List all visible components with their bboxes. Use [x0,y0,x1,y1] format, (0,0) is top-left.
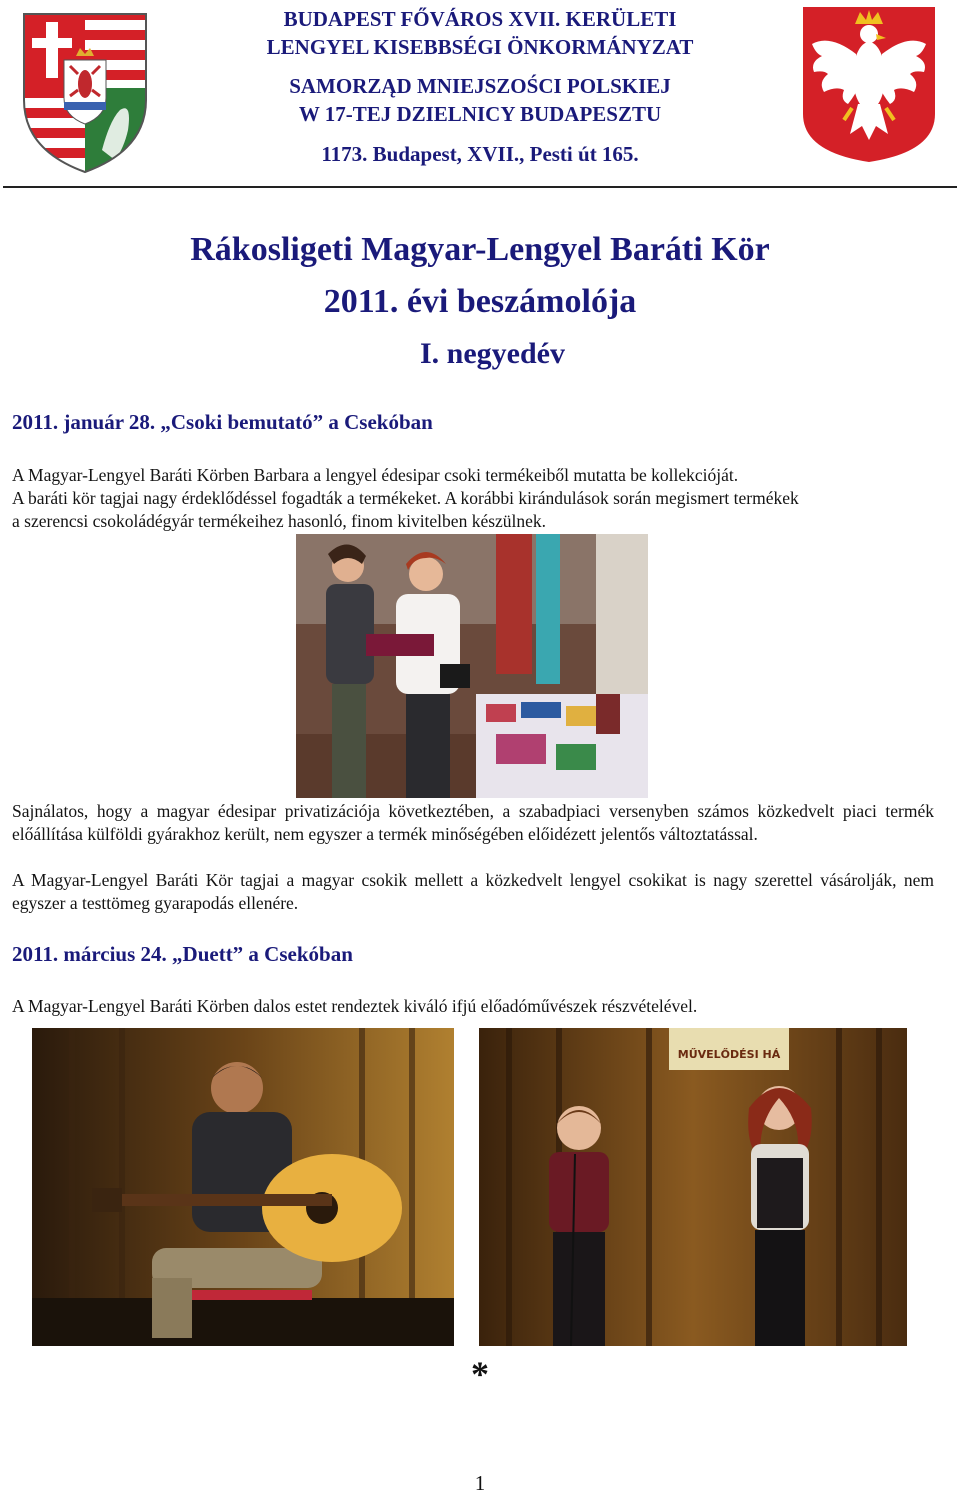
quarter-label: I. negyedév [420,337,565,370]
duet-singers-photo [479,1028,907,1346]
header-line-2: LENGYEL KISEBBSÉGI ÖNKORMÁNYZAT [266,35,694,59]
chocolate-presentation-photo [296,534,648,798]
section-separator: * [471,1354,489,1394]
polish-white-eagle-icon [800,4,938,164]
header-address: 1173. Budapest, XVII., Pesti út 165. [321,142,639,166]
section-1-paragraph-2: Sajnálatos, hogy a magyar édesipar privatizációja következtében, a szabadpiaci versenyben számos közkedvelt piaci termék előállítása külföldi gyárakhoz került, nem egyszer a termék minőségében előidézett jelentős változtatással. [12,801,934,844]
header-line-3: SAMORZĄD MNIEJSZOŚCI POLSKIEJ [289,74,671,98]
section-1-line-2: A baráti kör tagjai nagy érdeklődéssel fogadták a termékeket. A korábbi kirándulások során megismert termékek [12,488,799,508]
header-divider [3,186,957,188]
section-1-line-1: A Magyar-Lengyel Baráti Körben Barbara a lengyel édesipar csoki termékeiből mutatta be kollekcióját. [12,465,739,485]
district-coat-of-arms-icon [20,10,150,175]
section-2-heading: 2011. március 24. „Duett” a Csekóban [12,942,353,966]
header-line-1: BUDAPEST FŐVÁROS XVII. KERÜLETI [283,7,677,31]
section-1-paragraph-3: A Magyar-Lengyel Baráti Kör tagjai a magyar csokik mellett a közkedvelt lengyel csokikat is nagy szerettel vásárolják, nem egyszer a testtömeg gyarapodás ellenére. [12,870,934,913]
banner-text: MŰVELŐDÉSI HÁ [677,1048,781,1061]
guitarist-photo [32,1028,454,1346]
document-title: Rákosligeti Magyar-Lengyel Baráti Kör [190,231,770,268]
page-number: 1 [474,1471,486,1495]
section-2-line-1: A Magyar-Lengyel Baráti Körben dalos estet rendeztek kiváló ifjú előadóművészek részvételével. [12,996,698,1016]
section-1-line-3: a szerencsi csokoládégyár termékeihez hasonló, finom kivitelben készülnek. [12,511,547,531]
section-1-heading: 2011. január 28. „Csoki bemutató” a Csekóban [12,410,433,434]
header-line-4: W 17-TEJ DZIELNICY BUDAPESZTU [298,102,662,126]
document-subtitle: 2011. évi beszámolója [323,283,637,320]
